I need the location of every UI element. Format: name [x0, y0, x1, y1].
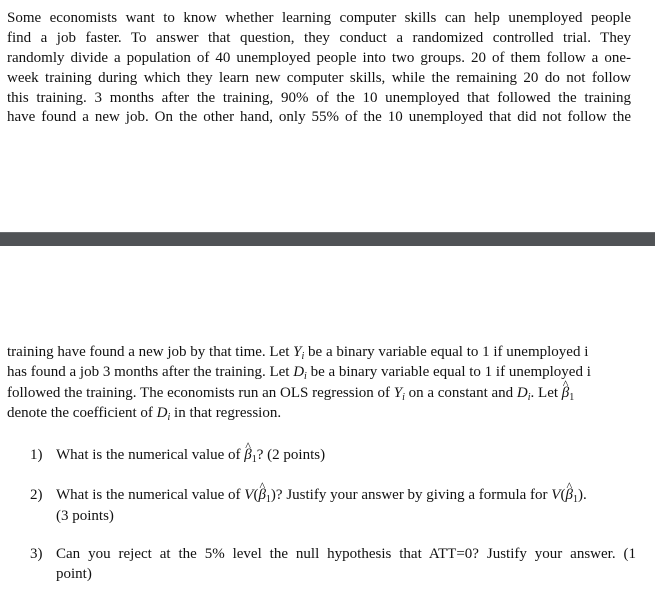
math-var: D [156, 405, 168, 421]
text-line: randomly divide a population of 40 unemployed people into two groups. 20 of them follow a one- [7, 50, 631, 66]
paren-open: ( [560, 487, 566, 503]
text-run: training have found a new job by that time. Let [7, 344, 294, 360]
beta-hat: ^ β [258, 485, 265, 506]
text-line [7, 362, 591, 382]
question-number: 2) [30, 487, 43, 503]
math-var: D [516, 385, 528, 401]
question-number: 3) [30, 546, 43, 562]
text-line [7, 383, 574, 403]
page-divider [0, 232, 655, 246]
paren-close: ) [577, 487, 583, 503]
text-line: week training during which they learn new computer skills, while the remaining 20 do not follow [7, 70, 631, 86]
math-subscript: i [167, 412, 171, 423]
text-line: find a job faster. To answer that question, they conduct a randomized controlled trial. They [7, 30, 631, 46]
text-run: ? Justify your answer by giving a formula for [275, 487, 552, 503]
math-subscript: i [402, 392, 405, 403]
text-run: has found a job 3 months after the training. Let [7, 364, 294, 380]
math-var: Y [393, 385, 403, 401]
math-subscript: 1 [265, 494, 271, 505]
text-run: denote the coefficient of [7, 405, 157, 421]
math-subscript: 1 [569, 392, 575, 403]
text-run: on a constant and [404, 385, 517, 401]
math-subscript: 1 [572, 494, 578, 505]
math-var: Y [293, 344, 302, 360]
question-text-continued: point) [56, 566, 92, 582]
text-run: . Let [530, 385, 562, 401]
beta-hat: ^ β [244, 445, 251, 466]
beta-hat: ^ β [565, 485, 572, 506]
question-text-continued: (3 points) [56, 508, 114, 524]
text-run: ? (2 points) [256, 447, 326, 463]
question-text [56, 445, 325, 466]
text-line: this training. 3 months after the training, 90% of the 10 unemployed that followed the training [7, 90, 631, 106]
text-run: be a binary variable equal to 1 if unemployed i [304, 344, 589, 360]
question-text [56, 485, 587, 506]
text-run: . [582, 487, 587, 503]
question-text: Can you reject at the 5% level the null hypothesis that ATT=0? Justify your answer. (1 [56, 546, 636, 562]
math-subscript: 1 [251, 454, 257, 465]
math-var: D [293, 364, 305, 380]
paren-close: ) [270, 487, 276, 503]
text-line [7, 403, 281, 423]
paren-open: ( [253, 487, 259, 503]
text-run: What is the numerical value of [56, 487, 245, 503]
text-line: have found a new job. On the other hand, only 55% of the 10 unemployed that did not follow the [7, 109, 631, 125]
beta-hat: ^ β [562, 383, 569, 403]
text-run: What is the numerical value of [56, 447, 245, 463]
text-line [7, 342, 588, 362]
question-number: 1) [30, 447, 43, 463]
math-subscript: i [301, 351, 305, 362]
math-subscript: i [304, 371, 307, 382]
text-run: followed the training. The economists run an OLS regression of [7, 385, 394, 401]
math-var: V [244, 487, 254, 503]
text-line: Some economists want to know whether learning computer skills can help unemployed people [7, 10, 631, 26]
math-subscript: i [527, 392, 531, 403]
math-var: V [551, 487, 561, 503]
text-run: in that regression. [170, 405, 282, 421]
text-run: be a binary variable equal to 1 if unemployed i [306, 364, 591, 380]
